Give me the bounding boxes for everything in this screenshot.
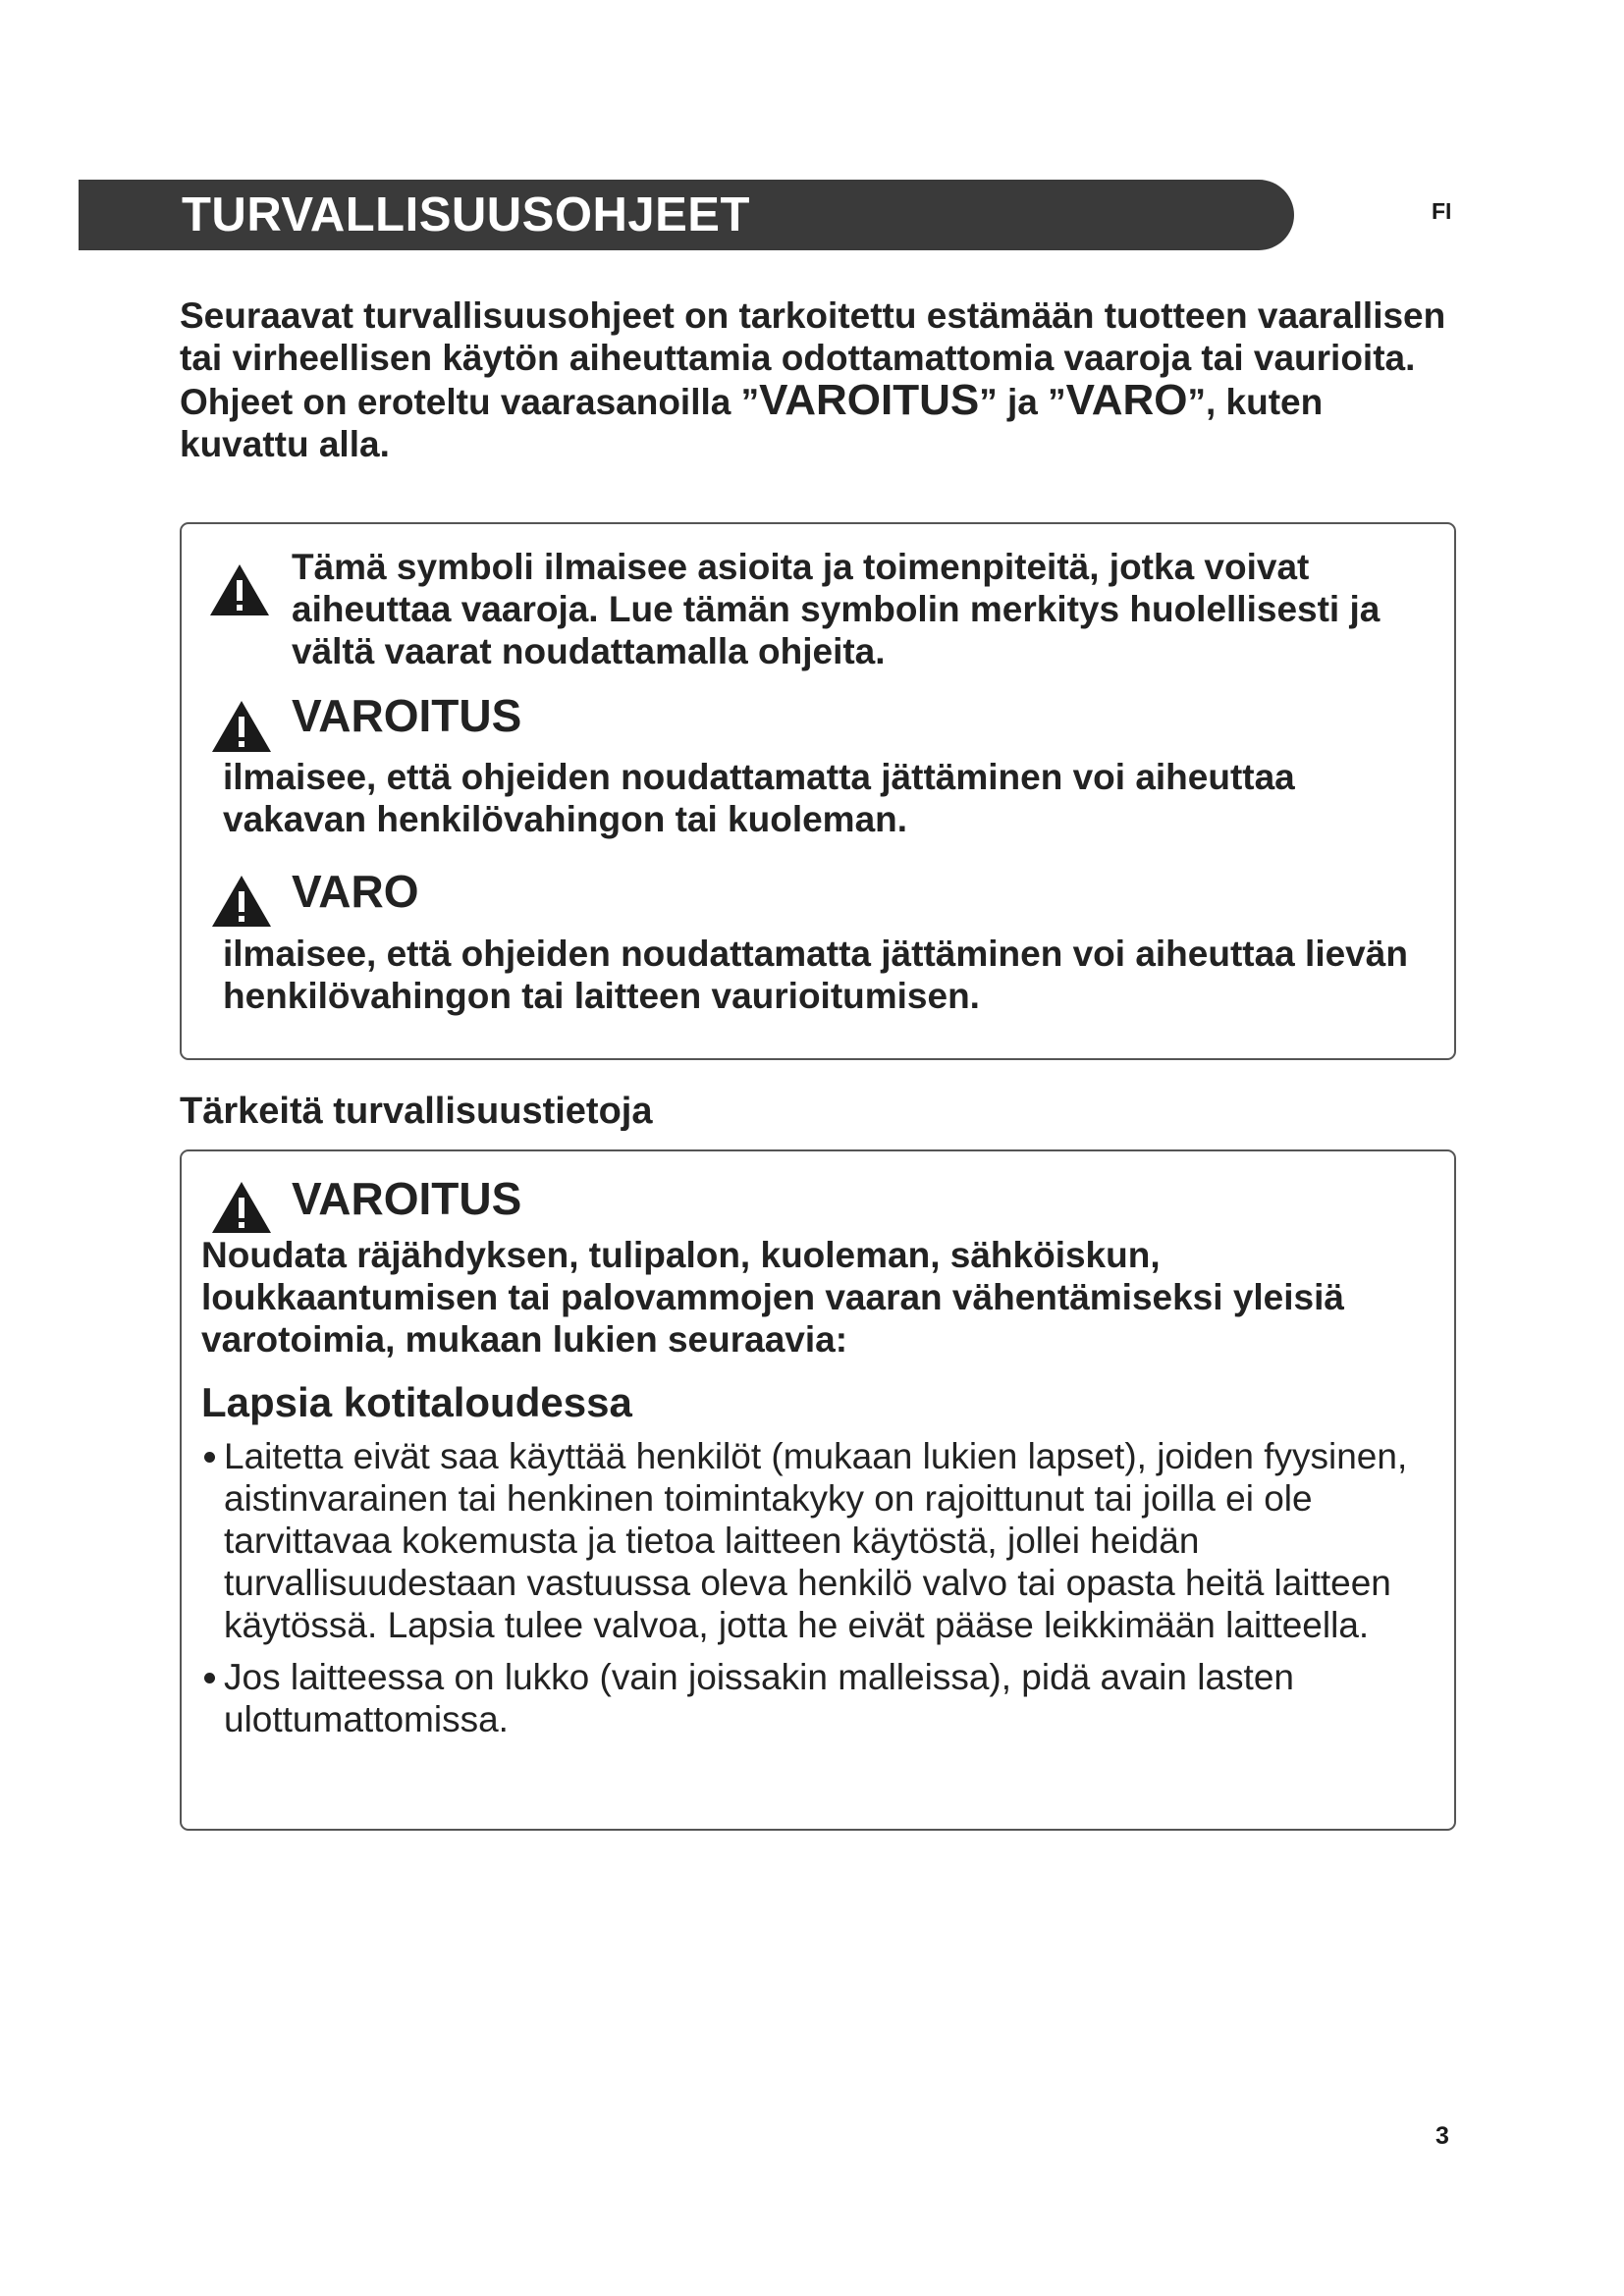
intro-text [180,294,1456,465]
symbol-explanation: Tämä symboli ilmaisee asioita ja toimenpiteitä, jotka voivat aiheuttaa vaaroja. Lue tämän symbolin merkitys huolellisesti ja vältä vaarat noudattamalla ohjeita. [292,547,1380,671]
list-item [204,1435,1443,1646]
intro-signal-caution: VARO [1065,376,1188,424]
bullet-text: Laitetta eivät saa käyttää henkilöt (mukaan lukien lapset), joiden fyysinen, aistinvarainen tai henkinen toimintakyky on rajoittunut tai joilla ei ole tarvittavaa kokemusta ja tietoa laitteen käytöstä, jollei heidän turvallisuudestaan vastuussa oleva henkilö valvo tai opasta heitä laitteen käytössä. Lapsia tulee valvoa, jotta he eivät pääse leikkimään laitteella. [224,1436,1408,1645]
subheading-children: Lapsia kotitaloudessa [201,1379,632,1425]
bullet-icon [204,1452,215,1463]
intro-prefix: Ohjeet on eroteltu vaarasanoilla ” [180,382,760,422]
warning-description: ilmaisee, että ohjeiden noudattamatta jättäminen voi aiheuttaa vakavan henkilövahingon tai kuoleman. [223,757,1295,839]
intro-signal-warning: VAROITUS [759,376,980,424]
warning-triangle-icon [208,562,271,617]
signal-word-caution: VARO [292,866,419,917]
warning-triangle-icon [210,874,273,929]
intro-suffix: ”, kuten kuvattu alla. [180,382,1324,464]
page-number: 3 [1435,2122,1449,2150]
bullet-icon [204,1673,215,1683]
caution-description: ilmaisee, että ohjeiden noudattamatta jättäminen voi aiheuttaa lievän henkilövahingon tai laitteen vaurioitumisen. [223,934,1408,1016]
bullet-text: Jos laitteessa on lukko (vain joissakin malleissa), pidä avain lasten ulottumattomissa. [224,1657,1294,1739]
intro-paragraph-1: Seuraavat turvallisuusohjeet on tarkoitettu estämään tuotteen vaarallisen tai virheellisen käytön aiheuttamia odottamattomia vaaroja tai vaurioita. [180,295,1446,378]
signal-word-warning: VAROITUS [292,690,522,741]
page-title: TURVALLISUUSOHJEET [182,188,750,241]
safety-intro: Noudata räjähdyksen, tulipalon, kuoleman, sähköiskun, loukkaantumisen tai palovammojen vaaran vähentämiseksi yleisiä varotoimia, mukaan lukien seuraavia: [201,1235,1344,1360]
language-code: FI [1432,198,1452,224]
list-item [204,1656,1443,1740]
section-heading: Tärkeitä turvallisuustietoja [180,1091,653,1132]
safety-bullet-list [204,1435,1443,1750]
intro-mid: ” ja ” [979,382,1066,422]
warning-triangle-icon [210,1180,273,1235]
intro-paragraph-2 [180,376,1456,465]
signal-word-warning-2: VAROITUS [292,1173,522,1224]
warning-triangle-icon [210,699,273,754]
